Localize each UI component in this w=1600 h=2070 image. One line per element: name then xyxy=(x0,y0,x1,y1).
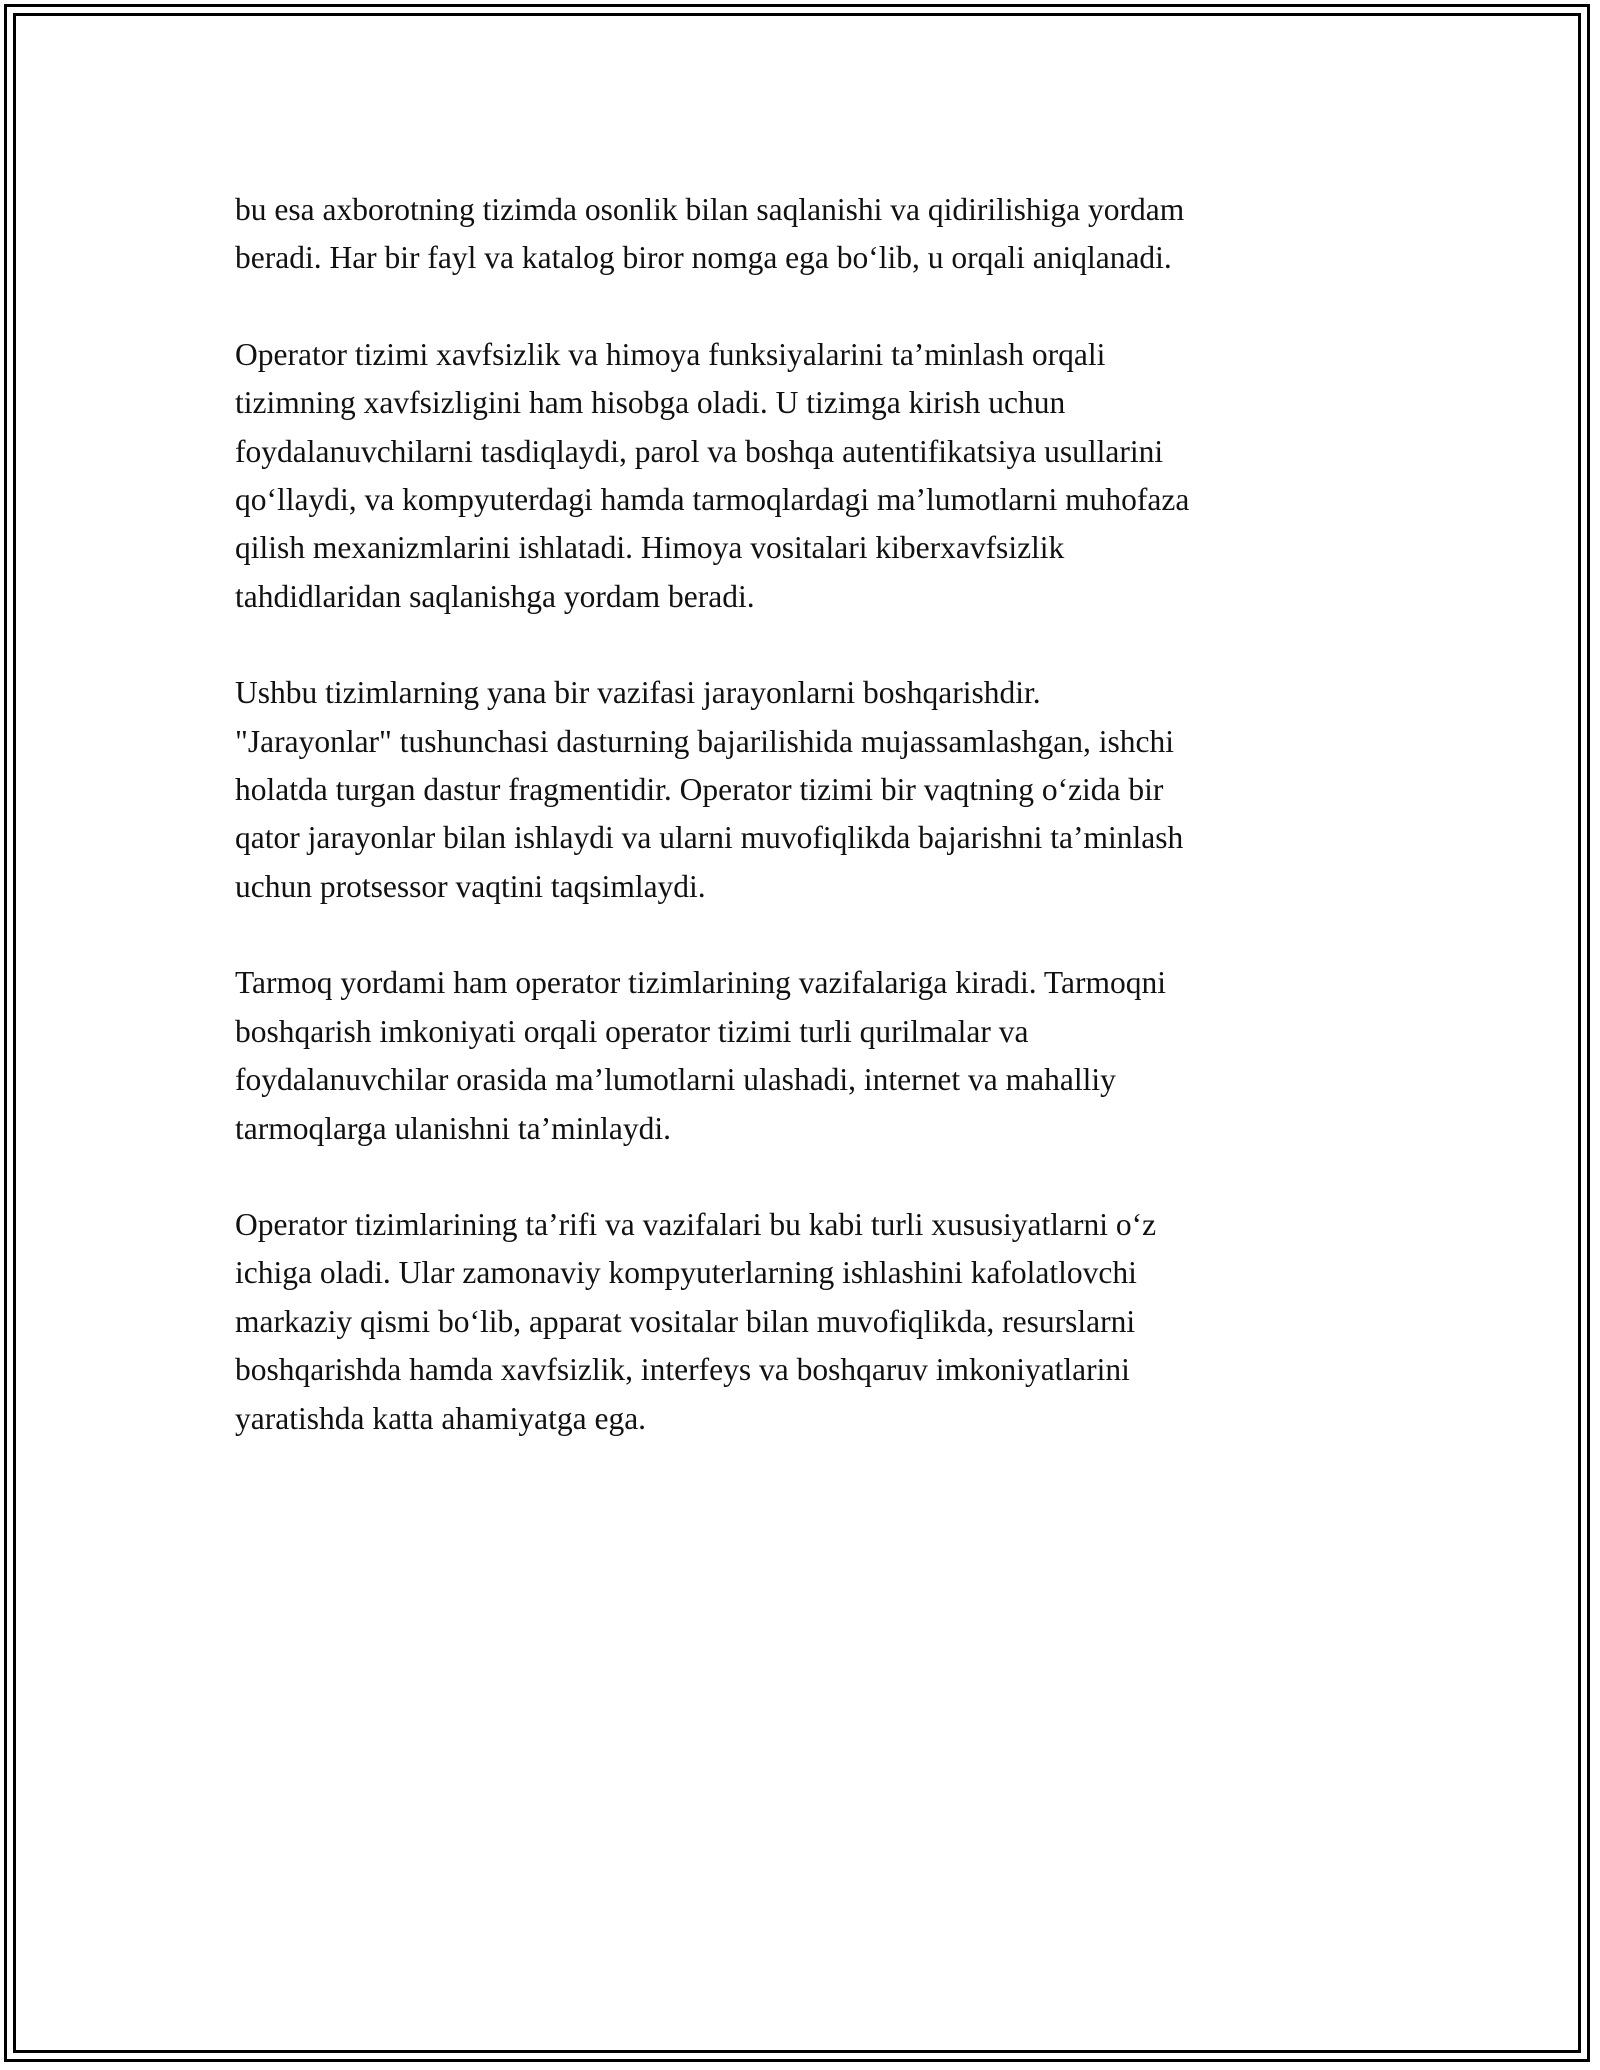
text-line: tahdidlaridan saqlanishga yordam beradi. xyxy=(235,578,755,614)
text-line: markaziy qismi bo‘lib, apparat vositalar bilan muvofiqlikda, resurslarni xyxy=(235,1303,1136,1339)
text-line: qilish mexanizmlarini ishlatadi. Himoya vositalari kiberxavfsizlik xyxy=(235,530,1065,566)
text-line: Tarmoq yordami ham operator tizimlarining vazifalariga kiradi. Tarmoqni xyxy=(235,965,1166,1001)
paragraph-processes xyxy=(235,669,1365,911)
text-line: boshqarishda hamda xavfsizlik, interfeys va boshqaruv imkoniyatlarini xyxy=(235,1352,1130,1388)
text-line: Operator tizimi xavfsizlik va himoya funksiyalarini ta’minlash orqali xyxy=(235,336,1106,372)
text-line: "Jarayonlar" tushunchasi dasturning bajarilishida mujassamlashgan, ishchi xyxy=(235,723,1175,759)
text-line: Ushbu tizimlarning yana bir vazifasi jarayonlarni boshqarishdir. xyxy=(235,675,1041,711)
text-line: tizimning xavfsizligini ham hisobga oladi. U tizimga kirish uchun xyxy=(235,385,1066,421)
text-line: foydalanuvchilarni tasdiqlaydi, parol va boshqa autentifikatsiya usullarini xyxy=(235,433,1164,469)
paragraph-network xyxy=(235,959,1365,1153)
text-line: foydalanuvchilar orasida ma’lumotlarni ulashadi, internet va mahalliy xyxy=(235,1062,1116,1098)
text-line: qo‘llaydi, va kompyuterdagi hamda tarmoqlardagi ma’lumotlarni muhofaza xyxy=(235,482,1190,518)
text-line: qator jarayonlar bilan ishlaydi va ularni muvofiqlikda bajarishni ta’minlash xyxy=(235,820,1184,856)
document-body xyxy=(235,186,1365,1491)
text-line: uchun protsessor vaqtini taqsimlaydi. xyxy=(235,868,706,904)
text-line: tarmoqlarga ulanishni ta’minlaydi. xyxy=(235,1110,671,1146)
paragraph-file-system xyxy=(235,186,1365,283)
paragraph-conclusion xyxy=(235,1201,1365,1443)
text-line: yaratishda katta ahamiyatga ega. xyxy=(235,1400,647,1436)
text-line: boshqarish imkoniyati orqali operator tizimi turli qurilmalar va xyxy=(235,1013,1029,1049)
text-line: holatda turgan dastur fragmentidir. Operator tizimi bir vaqtning o‘zida bir xyxy=(235,772,1164,808)
paragraph-security xyxy=(235,331,1365,621)
text-line: ichiga oladi. Ular zamonaviy kompyuterlarning ishlashini kafolatlovchi xyxy=(235,1255,1137,1291)
text-line: beradi. Har bir fayl va katalog biror nomga ega bo‘lib, u orqali aniqlanadi. xyxy=(235,240,1172,276)
text-line: bu esa axborotning tizimda osonlik bilan saqlanishi va qidirilishiga yordam xyxy=(235,192,1185,227)
text-line: Operator tizimlarining ta’rifi va vazifalari bu kabi turli xususiyatlarni o‘z xyxy=(235,1206,1157,1242)
